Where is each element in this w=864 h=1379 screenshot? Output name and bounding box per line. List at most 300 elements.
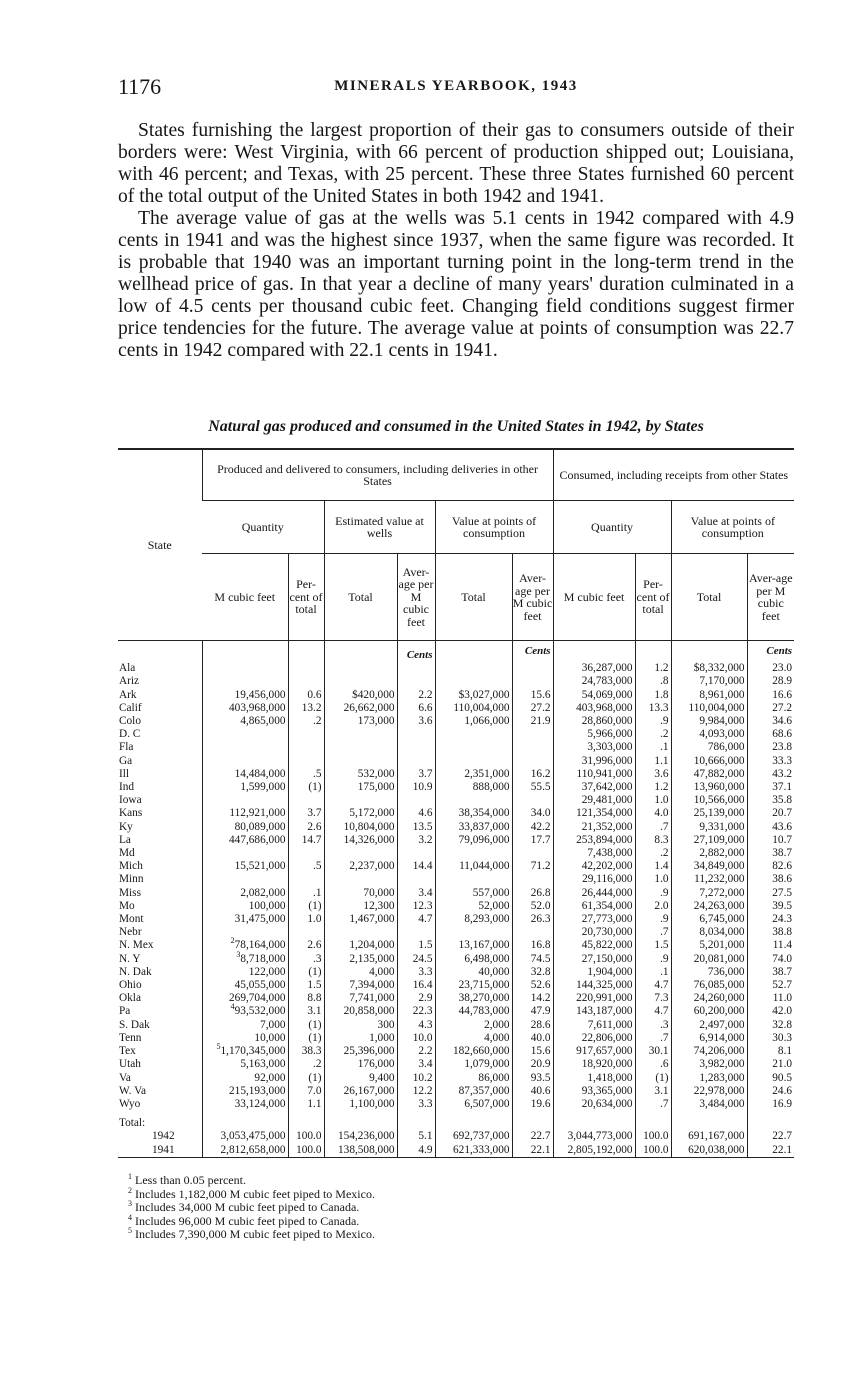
cell-value: 10.7	[772, 833, 793, 846]
cell-value: 7,741,000	[349, 992, 395, 1005]
cell-value: 1.5	[654, 939, 669, 952]
cell-cons-total	[671, 768, 747, 781]
cell-value: 112,921,000	[229, 807, 286, 820]
cell-value: 621,333,000	[453, 1143, 510, 1156]
col-header-total-consumed: Total	[671, 554, 747, 641]
cell-value: 2,497,000	[699, 1018, 745, 1031]
cell-w-total	[324, 755, 397, 768]
footnote	[128, 1201, 728, 1215]
state-cell	[118, 755, 202, 768]
cell-value: 20,858,000	[343, 1005, 395, 1018]
cell-cons-pct	[635, 1045, 671, 1058]
cell-value: 13.2	[301, 701, 322, 714]
cell-value: 110,004,000	[453, 701, 510, 714]
state-label: Fla	[119, 741, 134, 754]
table-row	[118, 1005, 794, 1018]
cell-cons-pct	[635, 807, 671, 820]
cell-value: 22.7	[530, 1130, 551, 1143]
cell-cons-avg	[747, 1098, 794, 1111]
cell-cons-pct	[635, 939, 671, 952]
cell-value: 43.2	[772, 767, 793, 780]
cell-value: 54,069,000	[581, 688, 633, 701]
cell-cons-pct	[635, 847, 671, 860]
cell-cons-qty	[553, 1019, 635, 1032]
cell-c-avg	[512, 755, 553, 768]
cell-value: 4,000	[484, 1031, 510, 1044]
cell-value: .3	[313, 952, 322, 965]
cell-w-avg	[397, 807, 435, 820]
cell-p-pct	[288, 807, 324, 820]
cell-value: 5.1	[418, 1130, 433, 1143]
cell-value: .9	[660, 952, 669, 965]
cell-value: 27,109,000	[693, 833, 745, 846]
cell-c-avg	[512, 1072, 553, 1085]
cell-value: 27,150,000	[581, 952, 633, 965]
table-row	[118, 1058, 794, 1071]
cell-value: 620,038,000	[688, 1143, 745, 1156]
cell-cons-pct	[635, 821, 671, 834]
footnote-text: Includes 7,390,000 M cubic feet piped to Mexico.	[135, 1227, 375, 1242]
table-row	[118, 741, 794, 754]
cell-value: 8.1	[777, 1045, 793, 1058]
cell-value: 10,804,000	[343, 820, 395, 833]
cell-w-total	[324, 1032, 397, 1045]
cell-w-avg	[397, 821, 435, 834]
cell-w-avg	[397, 860, 435, 873]
cell-value: .9	[660, 913, 669, 926]
cell-w-avg	[397, 1032, 435, 1045]
cell-c-total	[435, 1098, 512, 1111]
cell-w-total	[324, 887, 397, 900]
footnote-text: Less than 0.05 percent.	[135, 1173, 246, 1187]
footnote-text: Includes 1,182,000 M cubic feet piped to Mexico.	[135, 1186, 375, 1201]
cell-cons-qty	[553, 926, 635, 939]
cell-value: 34.0	[530, 807, 551, 820]
cell-value: 31,996,000	[581, 754, 633, 767]
cell-value: .2	[660, 728, 669, 741]
cell-value: 29,481,000	[581, 794, 633, 807]
cell-p-qty	[202, 1019, 288, 1032]
total-label: Total:	[119, 1117, 146, 1130]
cell-value: 15.6	[530, 1045, 551, 1058]
cell-value: 3,982,000	[699, 1058, 745, 1071]
cell-value: 78,164,000	[234, 939, 286, 952]
cell-value: 1,066,000	[464, 715, 510, 728]
cell-value: 37.1	[772, 781, 793, 794]
total-row	[118, 1130, 794, 1143]
cell-value: 10.9	[412, 781, 433, 794]
cell-cons-total	[671, 1005, 747, 1018]
table-row	[118, 887, 794, 900]
cell-cons-pct	[635, 715, 671, 728]
cell-w-avg	[397, 834, 435, 847]
cell-cons-pct	[635, 1098, 671, 1111]
cell-cons-total	[671, 860, 747, 873]
cell-cons-avg	[747, 662, 794, 675]
cell-p-pct	[288, 939, 324, 952]
cell-p-pct	[288, 966, 324, 979]
cell-value: 14,326,000	[343, 833, 395, 846]
cell-value: 3,303,000	[587, 741, 633, 754]
state-cell	[118, 689, 202, 702]
cell-w-total	[324, 728, 397, 741]
state-label: S. Dak	[119, 1018, 150, 1031]
cell-c-total	[435, 1058, 512, 1071]
col-header-average: Aver-age per M cubic feet	[397, 554, 435, 641]
cell-cons-avg	[747, 1144, 794, 1158]
state-cell	[118, 715, 202, 728]
cell-c-avg	[512, 702, 553, 715]
cell-p-pct	[288, 900, 324, 913]
page-number: 1176	[118, 74, 162, 99]
cell-value: 28.9	[772, 675, 793, 688]
footnote-ref: 3	[236, 949, 241, 959]
cell-value: 220,991,000	[576, 992, 633, 1005]
cell-w-total	[324, 1098, 397, 1111]
group-header-produced: Produced and delivered to consumers, including deliveries in other States	[202, 449, 553, 501]
table-row	[118, 1072, 794, 1085]
state-label: Ga	[119, 754, 133, 767]
state-label: Ariz	[119, 675, 140, 688]
cell-cons-avg	[747, 992, 794, 1005]
cell-c-avg	[512, 689, 553, 702]
cell-value: 21.0	[772, 1058, 793, 1071]
cell-cons-qty	[553, 992, 635, 1005]
cell-value: .7	[660, 820, 669, 833]
state-cell	[118, 887, 202, 900]
cell-p-qty	[202, 794, 288, 807]
cell-c-total	[435, 979, 512, 992]
cell-value: 12.3	[412, 899, 433, 912]
cell-value: 1.5	[307, 979, 322, 992]
cell-value: 22.1	[530, 1143, 551, 1156]
unit-label: Cents	[512, 641, 553, 663]
cell-value: 7,394,000	[349, 979, 395, 992]
cell-p-pct	[288, 702, 324, 715]
cell-value: 1,000	[369, 1031, 395, 1044]
cell-w-total	[324, 1085, 397, 1098]
cell-cons-total	[671, 662, 747, 675]
cell-cons-qty	[553, 887, 635, 900]
cell-w-avg	[397, 728, 435, 741]
state-label: Ill	[119, 767, 130, 780]
state-cell	[118, 913, 202, 926]
table-row	[118, 1085, 794, 1098]
state-label: Okla	[119, 992, 141, 1005]
cell-value: 87,357,000	[458, 1084, 510, 1097]
table-row	[118, 781, 794, 794]
cell-c-total	[435, 887, 512, 900]
cell-value: 11,232,000	[694, 873, 745, 886]
col-header-percent-consumed: Per-cent of total	[635, 554, 671, 641]
cell-value: 13,167,000	[458, 939, 510, 952]
cell-value: 3.4	[418, 1058, 433, 1071]
cell-w-total	[324, 926, 397, 939]
cell-c-avg	[512, 728, 553, 741]
cell-value: 27.2	[530, 701, 551, 714]
cell-cons-avg	[747, 913, 794, 926]
cell-value: 40.0	[530, 1031, 551, 1044]
state-label: D. C	[119, 728, 141, 741]
cell-value: 33.3	[772, 754, 793, 767]
state-cell	[118, 847, 202, 860]
cell-p-qty	[202, 1098, 288, 1111]
cell-cons-total	[671, 913, 747, 926]
cell-cons-avg	[747, 1005, 794, 1018]
state-cell	[118, 1130, 202, 1143]
cell-cons-qty	[553, 1085, 635, 1098]
cell-value: 2,237,000	[349, 860, 395, 873]
cell-p-pct	[288, 1098, 324, 1111]
cell-w-avg	[397, 702, 435, 715]
cell-w-total	[324, 939, 397, 952]
cell-c-avg	[512, 1032, 553, 1045]
cell-w-avg	[397, 1144, 435, 1158]
cell-value: 2,135,000	[349, 952, 395, 965]
cell-value: 29,116,000	[582, 873, 633, 886]
cell-value: 14.4	[412, 860, 433, 873]
state-cell	[118, 1144, 202, 1158]
cell-w-avg	[397, 741, 435, 754]
cell-cons-pct	[635, 755, 671, 768]
cell-c-avg	[512, 662, 553, 675]
cell-cons-avg	[747, 900, 794, 913]
cell-value: 3.3	[418, 1097, 433, 1110]
cell-cons-pct	[635, 1144, 671, 1158]
cell-p-qty	[202, 715, 288, 728]
cell-w-total	[324, 913, 397, 926]
col-header-quantity: Quantity	[202, 501, 324, 554]
cell-value: 122,000	[248, 965, 286, 978]
cell-c-total	[435, 1085, 512, 1098]
cell-cons-total	[671, 1032, 747, 1045]
footnote-ref: 2	[230, 936, 235, 946]
cell-value: 110,004,000	[688, 701, 745, 714]
cell-value: 16.9	[772, 1097, 793, 1110]
table-row	[118, 702, 794, 715]
cell-value: 736,000	[707, 965, 745, 978]
cell-cons-qty	[553, 755, 635, 768]
footnote-text: Includes 96,000 M cubic feet piped to Canada.	[135, 1213, 360, 1228]
cell-value: 1.1	[307, 1097, 322, 1110]
cell-cons-avg	[747, 887, 794, 900]
cell-value: 34,849,000	[693, 860, 745, 873]
state-label: 1942	[152, 1130, 175, 1143]
footnote-text: Includes 34,000 M cubic feet piped to Canada.	[135, 1200, 360, 1215]
cell-c-avg	[512, 873, 553, 886]
cell-value: .7	[660, 1031, 669, 1044]
cell-value: 3.7	[307, 807, 322, 820]
cell-w-total	[324, 1072, 397, 1085]
cell-cons-qty	[553, 1045, 635, 1058]
cell-c-avg	[512, 887, 553, 900]
cell-cons-avg	[747, 847, 794, 860]
cell-value: 9,984,000	[699, 715, 745, 728]
state-label: Ark	[119, 688, 137, 701]
cell-c-total	[435, 1072, 512, 1085]
cell-value: 3.2	[418, 833, 433, 846]
col-header-m-cubic-feet-consumed: M cubic feet	[553, 554, 635, 641]
cell-cons-avg	[747, 755, 794, 768]
cell-p-qty	[202, 807, 288, 820]
cell-value: 173,000	[357, 715, 395, 728]
cell-cons-total	[671, 887, 747, 900]
cell-value: 38.6	[772, 873, 793, 886]
state-label: N. Y	[119, 952, 141, 965]
state-cell	[118, 741, 202, 754]
cell-value: 12.2	[412, 1084, 433, 1097]
cell-value: 36,287,000	[581, 662, 633, 675]
cell-value: 32.8	[530, 965, 551, 978]
cell-w-avg	[397, 887, 435, 900]
cell-p-qty	[202, 949, 288, 966]
cell-value: 100.0	[296, 1130, 322, 1143]
cell-w-total	[324, 807, 397, 820]
cell-cons-total	[671, 741, 747, 754]
cell-value: 27,773,000	[581, 913, 633, 926]
cell-value: 8.3	[654, 833, 669, 846]
cell-value: 1,599,000	[240, 781, 286, 794]
cell-c-avg	[512, 992, 553, 1005]
cell-cons-qty	[553, 1130, 635, 1143]
cell-value: 24.6	[772, 1084, 793, 1097]
state-cell	[118, 1085, 202, 1098]
state-label: W. Va	[119, 1084, 146, 1097]
cell-p-qty	[202, 926, 288, 939]
cell-cons-total	[671, 847, 747, 860]
cell-c-total	[435, 992, 512, 1005]
cell-value: 11.4	[772, 939, 793, 952]
cell-c-avg	[512, 900, 553, 913]
cell-value: 16.6	[772, 688, 793, 701]
cell-value: 1.8	[654, 688, 669, 701]
cell-c-total	[435, 834, 512, 847]
col-header-total: Total	[435, 554, 512, 641]
cell-value: 38,354,000	[458, 807, 510, 820]
state-cell	[118, 702, 202, 715]
cell-value: 82.6	[772, 860, 793, 873]
cell-value: 11.0	[772, 992, 793, 1005]
state-label: Colo	[119, 715, 141, 728]
cell-cons-total	[671, 728, 747, 741]
state-label: Iowa	[119, 794, 142, 807]
cell-value: 47.9	[530, 1005, 551, 1018]
cell-cons-total	[671, 794, 747, 807]
cell-c-total	[435, 966, 512, 979]
cell-w-avg	[397, 966, 435, 979]
footnote-mark: 5	[128, 1226, 132, 1236]
cell-value: 10,666,000	[693, 754, 745, 767]
cell-value: 7,611,000	[587, 1018, 633, 1031]
cell-cons-avg	[747, 979, 794, 992]
cell-p-qty	[202, 1085, 288, 1098]
footnote-mark: 2	[128, 1185, 132, 1195]
cell-w-avg	[397, 1005, 435, 1018]
cell-c-total	[435, 689, 512, 702]
cell-value: 38.7	[772, 847, 793, 860]
cell-cons-pct	[635, 741, 671, 754]
cell-value: 1.2	[654, 662, 669, 675]
cell-value: 300	[377, 1018, 395, 1031]
cell-p-pct	[288, 662, 324, 675]
cell-cons-pct	[635, 1072, 671, 1085]
cell-c-avg	[512, 834, 553, 847]
cell-w-avg	[397, 939, 435, 952]
table-row	[118, 807, 794, 820]
cell-p-pct	[288, 953, 324, 966]
cell-value: 31,475,000	[234, 913, 286, 926]
unit-row	[118, 641, 794, 663]
cell-w-total	[324, 715, 397, 728]
cell-p-qty	[202, 675, 288, 688]
cell-value: 7,438,000	[587, 847, 633, 860]
cell-cons-qty	[553, 834, 635, 847]
state-label: N. Dak	[119, 965, 152, 978]
cell-value: 692,737,000	[453, 1130, 510, 1143]
cell-value: 4.9	[418, 1143, 433, 1156]
cell-cons-qty	[553, 979, 635, 992]
cell-value: 14.2	[530, 992, 551, 1005]
cell-value: 5,201,000	[699, 939, 745, 952]
cell-cons-total	[671, 702, 747, 715]
state-cell	[118, 992, 202, 1005]
cell-value: 4.6	[418, 807, 433, 820]
cell-value: 176,000	[357, 1058, 395, 1071]
cell-value: 121,354,000	[576, 807, 633, 820]
cell-value: 25,139,000	[693, 807, 745, 820]
running-title: MINERALS YEARBOOK, 1943	[334, 78, 578, 94]
cell-cons-qty	[553, 662, 635, 675]
cell-p-qty	[202, 1002, 288, 1018]
cell-c-total	[435, 1144, 512, 1158]
cell-p-qty	[202, 755, 288, 768]
cell-value: 68.6	[772, 728, 793, 741]
table-row	[118, 966, 794, 979]
state-cell	[118, 873, 202, 886]
cell-value: 3.1	[654, 1084, 669, 1097]
cell-c-total	[435, 873, 512, 886]
cell-cons-qty	[553, 807, 635, 820]
cell-w-total	[324, 1130, 397, 1143]
table-row	[118, 926, 794, 939]
cell-value: 1,170,345,000	[220, 1045, 286, 1058]
col-header-state: State	[118, 449, 202, 641]
cell-value: (1)	[308, 781, 322, 794]
cell-p-qty	[202, 741, 288, 754]
cell-value: 138,508,000	[338, 1143, 395, 1156]
cell-c-total	[435, 926, 512, 939]
state-label: Va	[119, 1071, 131, 1084]
cell-value: 93,532,000	[234, 1005, 286, 1018]
cell-p-qty	[202, 768, 288, 781]
cell-p-pct	[288, 821, 324, 834]
table-row	[118, 979, 794, 992]
cell-w-avg	[397, 1072, 435, 1085]
cell-c-avg	[512, 966, 553, 979]
cell-p-pct	[288, 781, 324, 794]
cell-value: 16.4	[412, 979, 433, 992]
cell-p-qty	[202, 900, 288, 913]
cell-cons-total	[671, 781, 747, 794]
cell-cons-total	[671, 953, 747, 966]
cell-cons-pct	[635, 794, 671, 807]
cell-w-avg	[397, 715, 435, 728]
cell-value: 8,961,000	[699, 688, 745, 701]
cell-c-total	[435, 1045, 512, 1058]
state-cell	[118, 728, 202, 741]
cell-value: 80,089,000	[234, 820, 286, 833]
cell-value: 786,000	[707, 741, 745, 754]
